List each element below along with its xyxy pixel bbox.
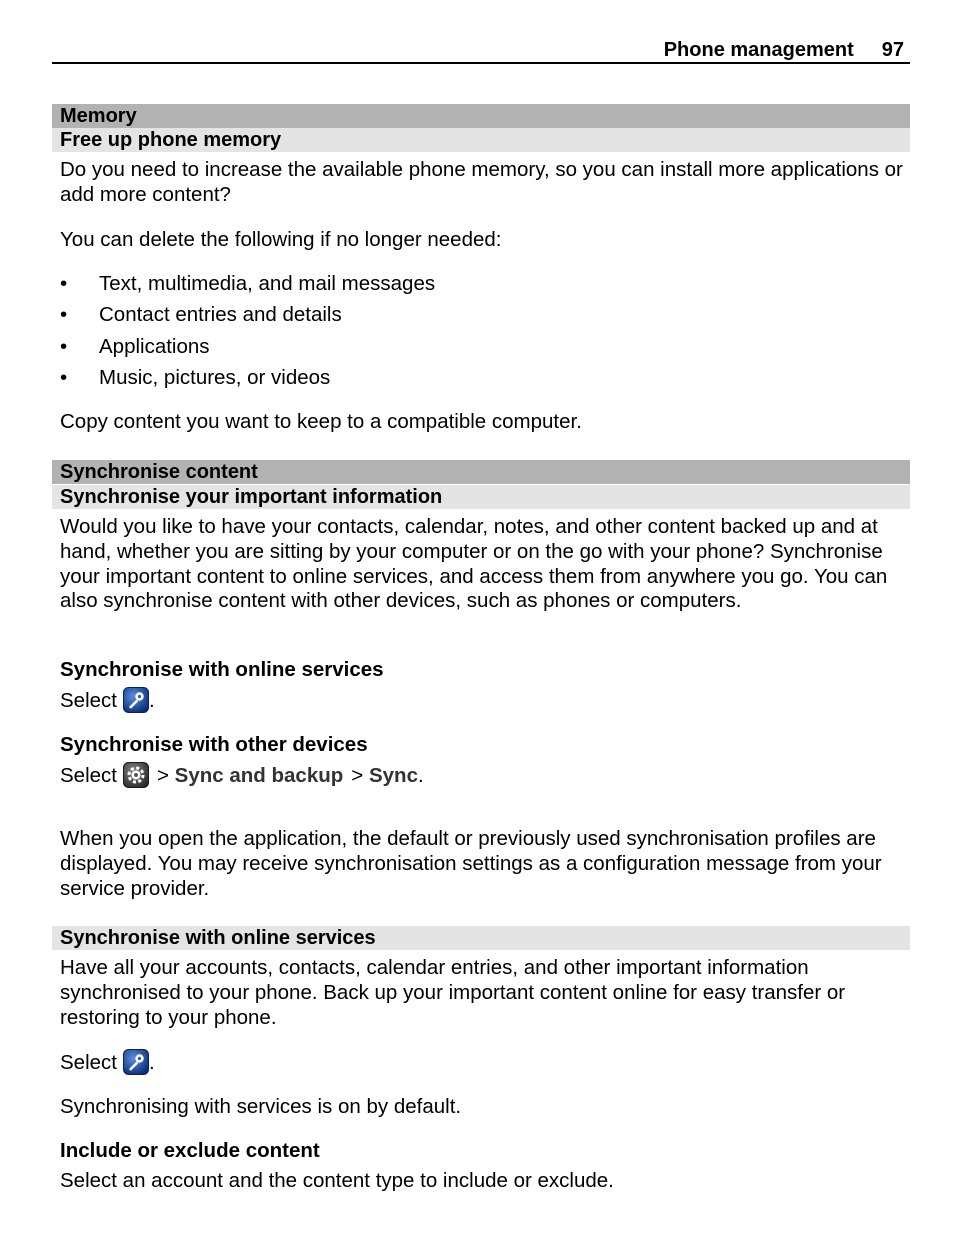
- sync-service-app-icon[interactable]: [123, 687, 149, 713]
- default-note: Synchronising with services is on by default.: [60, 1095, 462, 1118]
- online-services-heading: Synchronise with online services: [60, 658, 384, 681]
- subtitle-band-online-services: [52, 926, 910, 950]
- list-item: • Music, pictures, or videos: [60, 365, 331, 389]
- subtitle: Synchronise with online services: [60, 927, 376, 949]
- subtitle-band-free-memory: [52, 128, 910, 152]
- memory-intro: Do you need to increase the available phone memory, so you can install more applications or add more content?: [60, 158, 903, 206]
- section-band-memory: [52, 104, 910, 128]
- online-intro: Have all your accounts, contacts, calendar entries, and other important information synchronised to your phone. Back up your important content online for easy transfer or restoring to your phone.: [60, 956, 846, 1029]
- other-devices-heading: Synchronise with other devices: [60, 733, 368, 756]
- deletable-items-list: [60, 271, 435, 396]
- header-section-title: Phone management: [663, 39, 854, 61]
- online-select-instruction-2: Select .: [60, 1051, 155, 1074]
- devices-select-instruction: Select > Sync and backup > Sync.: [60, 764, 424, 787]
- subtitle: Free up phone memory: [60, 129, 282, 151]
- section-band-sync: [52, 460, 910, 484]
- include-exclude-text: Select an account and the content type to include or exclude.: [60, 1169, 614, 1192]
- sync-service-app-icon[interactable]: [123, 1049, 149, 1075]
- section-title: Synchronise content: [60, 461, 258, 483]
- menu-path-sync[interactable]: Sync: [368, 764, 418, 787]
- subtitle-band-sync-info: [52, 485, 910, 509]
- menu-path-sync-and-backup[interactable]: Sync and backup: [174, 764, 344, 787]
- list-item: • Contact entries and details: [60, 303, 342, 327]
- online-select-instruction: Select .: [60, 689, 155, 712]
- section-title: Memory: [60, 105, 137, 127]
- copy-note: Copy content you want to keep to a compatible computer.: [60, 410, 582, 433]
- delete-lead: You can delete the following if no longer needed:: [60, 228, 502, 251]
- list-item: • Applications: [60, 334, 210, 358]
- subtitle: Synchronise your important information: [60, 486, 443, 508]
- running-header: [52, 38, 910, 64]
- list-item: • Text, multimedia, and mail messages: [60, 272, 436, 295]
- include-exclude-heading: Include or exclude content: [60, 1139, 320, 1162]
- sync-intro: Would you like to have your contacts, calendar, notes, and other content backed up and at hand, whether you are sitting by your computer or on the go with your phone? Synchronise your important content to online services, and access them from anywhere you go. You can also synchronise content with other devices, such as phones or computers.: [60, 515, 888, 613]
- profiles-note: When you open the application, the default or previously used synchronisation profiles are displayed. You may receive synchronisation settings as a configuration message from your service provider.: [60, 827, 882, 900]
- page-number: 97: [881, 39, 904, 61]
- settings-gear-icon[interactable]: [123, 762, 149, 788]
